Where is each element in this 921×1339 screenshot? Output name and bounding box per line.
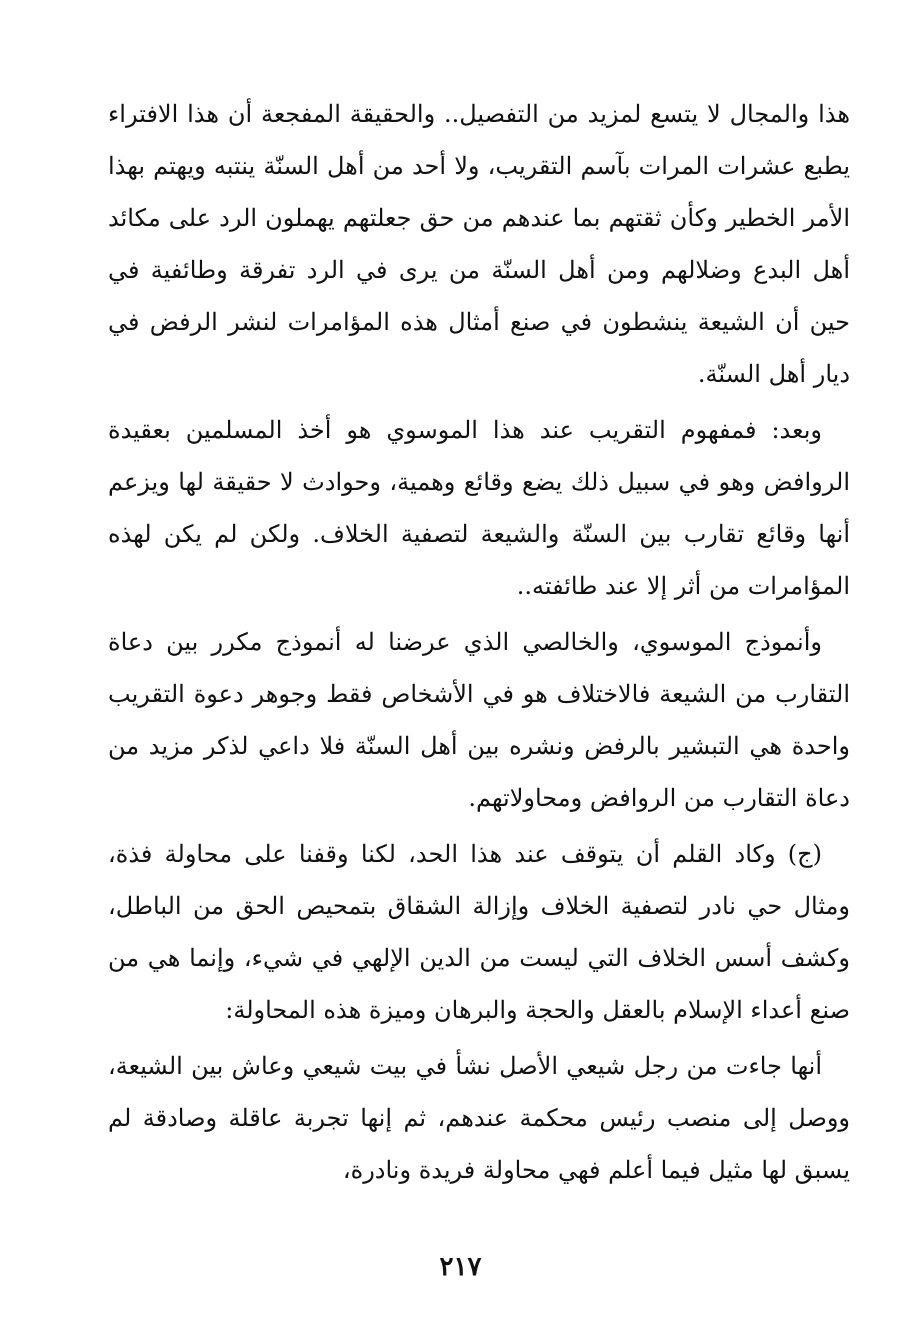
body-text: [108, 88, 850, 1196]
paragraph-3: وأنموذج الموسوي، والخالصي الذي عرضنا له أنموذج مكرر بين دعاة التقارب من الشيعة فالاختلاف هو في الأشخاص فقط وجوهر دعوة التقريب واحدة هي التبشير بالرفض ونشره بين أهل السنّة فلا داعي لذكر مزيد من دعاة التقارب من الروافض ومحاولاتهم.: [108, 628, 850, 812]
paragraph-4: (ج) وكاد القلم أن يتوقف عند هذا الحد، لكنا وقفنا على محاولة فذة، ومثال حي نادر لتصفية الخلاف وإزالة الشقاق بتمحيص الحق من الباطل، وكشف أسس الخلاف التي ليست من الدين الإلهي في شيء، وإنما هي من صنع أعداء الإسلام بالعقل والحجة والبرهان وميزة هذه المحاولة:: [108, 840, 850, 1024]
paragraph-2: وبعد: فمفهوم التقريب عند هذا الموسوي هو أخذ المسلمين بعقيدة الروافض وهو في سبيل ذلك يضع وقائع وهمية، وحوادث لا حقيقة لها ويزعم أنها وقائع تقارب بين السنّة والشيعة لتصفية الخلاف. ولكن لم يكن لهذه المؤامرات من أثر إلا عند طائفته..: [108, 416, 850, 600]
page-number: ٢١٧: [439, 1252, 482, 1282]
paragraph-1: هذا والمجال لا يتسع لمزيد من التفصيل.. والحقيقة المفجعة أن هذا الافتراء يطبع عشرات المرات بآسم التقريب، ولا أحد من أهل السنّة ينتبه ويهتم بهذا الأمر الخطير وكأن ثقتهم بما عندهم من حق جعلتهم يهملون الرد على مكائد أهل البدع وضلالهم ومن أهل السنّة من يرى في الرد تفرقة وطائفية في حين أن الشيعة ينشطون في صنع أمثال هذه المؤامرات لنشر الرفض في ديار أهل السنّة.: [108, 100, 850, 388]
paragraph-5: أنها جاءت من رجل شيعي الأصل نشأ في بيت شيعي وعاش بين الشيعة، ووصل إلى منصب رئيس محكمة عندهم، ثم إنها تجربة عاقلة وصادقة لم يسبق لها مثيل فيما أعلم فهي محاولة فريدة ونادرة،: [108, 1052, 850, 1184]
